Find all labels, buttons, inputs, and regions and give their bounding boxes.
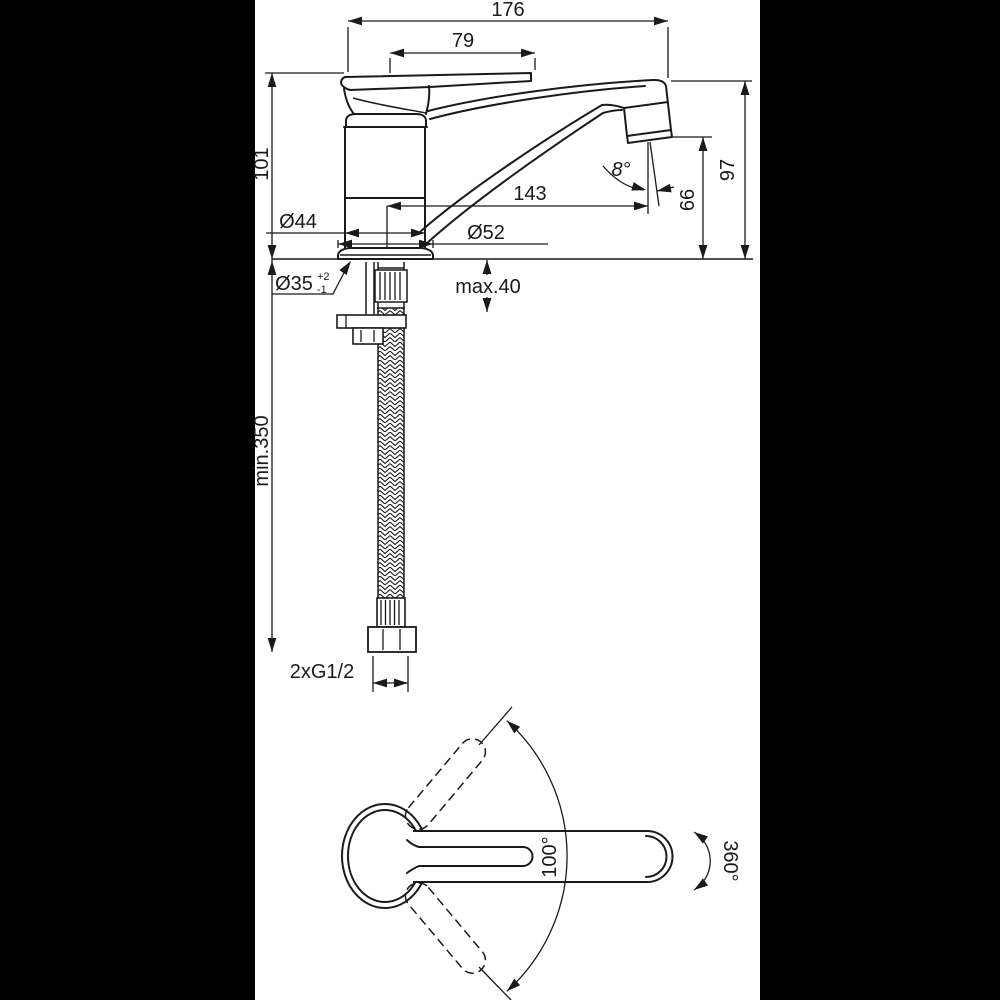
dim-66-label: 66 [677,188,699,212]
dim-100deg-label: 100° [539,836,561,878]
hose-end-collar [377,598,405,627]
stud-nut [353,328,383,344]
dim-101-label: 101 [251,147,273,181]
hose-hex-nut [368,627,416,652]
dim-max40-label: max.40 [455,276,521,298]
dim-79-label: 79 [451,30,475,52]
dim-176-label: 176 [491,0,525,21]
dim-min350-label: min.350 [251,415,273,487]
dim-d35-tol-plus: +2 [317,271,330,283]
base-flange [338,248,433,259]
dim-d44-label: Ø44 [279,211,317,233]
dim-d52-label: Ø52 [467,222,505,244]
knurled-nut [375,270,407,302]
dim-143-label: 143 [513,183,547,205]
dim-360deg-label: 360° [719,840,741,882]
dim-d35-tol-minus: -1 [317,284,327,296]
mounting-bracket [337,315,406,328]
dim-g12-label: 2xG1/2 [289,661,355,683]
braided-hose [378,308,404,598]
dim-d35-label: Ø35 [275,273,313,295]
dim-97-label: 97 [717,158,739,182]
dim-8deg-label: 8° [611,159,631,181]
